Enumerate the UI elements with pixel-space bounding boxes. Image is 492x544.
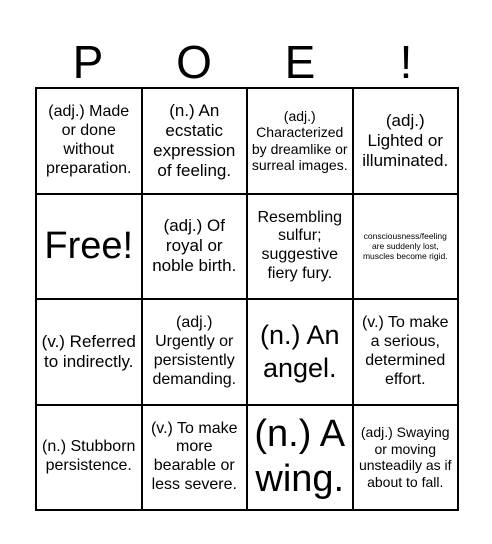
- title-letter-e: E: [284, 36, 316, 88]
- bingo-cell[interactable]: (n.) A wing.: [247, 405, 353, 511]
- bingo-cell[interactable]: (adj.) Swaying or moving unsteadily as if about to fall.: [353, 405, 459, 511]
- bingo-cell[interactable]: (adj.) Urgently or persistently demanding.: [142, 299, 248, 405]
- bingo-board: [35, 87, 459, 511]
- bingo-free-space[interactable]: Free!: [36, 194, 142, 300]
- bingo-cell[interactable]: (v.) To make more bearable or less severe.: [142, 405, 248, 511]
- title-letter-exclamation: !: [399, 36, 413, 88]
- title-letter-p: P: [72, 36, 104, 88]
- bingo-cell[interactable]: (adj.) Of royal or noble birth.: [142, 194, 248, 300]
- bingo-cell[interactable]: (v.) To make a serious, determined effort.: [353, 299, 459, 405]
- bingo-cell[interactable]: Resembling sulfur; suggestive fiery fury.: [247, 194, 353, 300]
- bingo-cell[interactable]: (v.) Referred to indirectly.: [36, 299, 142, 405]
- bingo-cell[interactable]: consciousness/feeling are suddenly lost, muscles become rigid.: [353, 194, 459, 300]
- bingo-cell[interactable]: (adj.) Characterized by dreamlike or surreal images.: [247, 88, 353, 194]
- bingo-cell[interactable]: (n.) An ecstatic expression of feeling.: [142, 88, 248, 194]
- bingo-cell[interactable]: (adj.) Made or done without preparation.: [36, 88, 142, 194]
- bingo-cell[interactable]: (n.) Stubborn persistence.: [36, 405, 142, 511]
- bingo-cell[interactable]: (n.) An angel.: [247, 299, 353, 405]
- bingo-title: [35, 38, 459, 86]
- bingo-cell[interactable]: (adj.) Lighted or illuminated.: [353, 88, 459, 194]
- title-letter-o: O: [176, 36, 212, 88]
